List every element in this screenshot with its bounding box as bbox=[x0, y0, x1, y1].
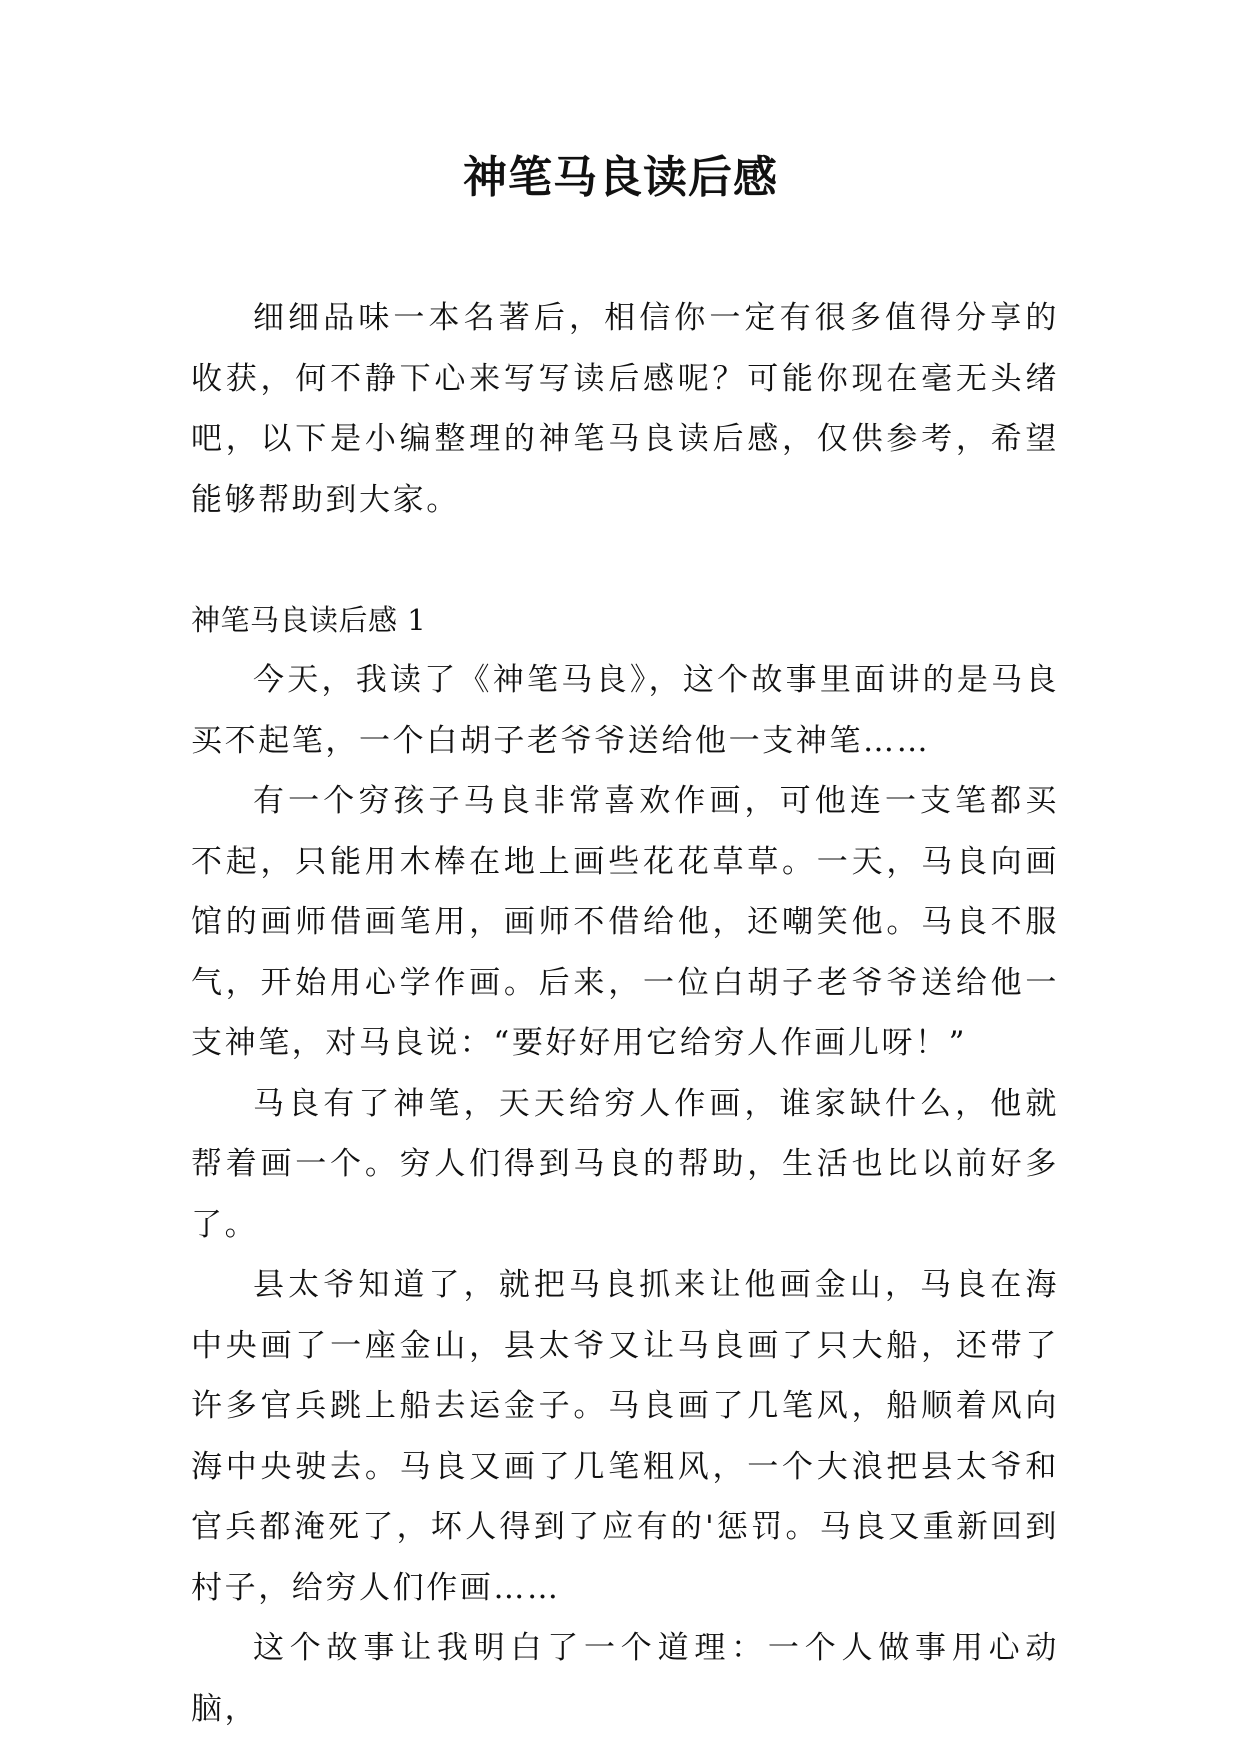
body-paragraph: 有一个穷孩子马良非常喜欢作画，可他连一支笔都买不起，只能用木棒在地上画些花花草草。一天，马良向画馆的画师借画笔用，画师不借给他，还嘲笑他。马良不服气，开始用心学作画。后来，一位白胡子老爷爷送给他一支神笔，对马良说：“要好好用它给穷人作画儿呀！” bbox=[191, 783, 1059, 1061]
body-paragraph: 这个故事让我明白了一个道理：一个人做事用心动脑， bbox=[191, 1630, 1059, 1727]
body-paragraph: 今天，我读了《神笔马良》，这个故事里面讲的是马良买不起笔，一个白胡子老爷爷送给他一支神笔…… bbox=[191, 662, 1059, 759]
document-title: 神笔马良读后感 bbox=[463, 152, 778, 203]
section-heading: 神笔马良读后感 1 bbox=[191, 603, 427, 637]
intro-paragraph: 细细品味一本名著后，相信你一定有很多值得分享的收获，何不静下心来写写读后感呢？可能你现在毫无头绪吧，以下是小编整理的神笔马良读后感，仅供参考，希望能够帮助到大家。 bbox=[191, 300, 1059, 518]
body-paragraph: 马良有了神笔，天天给穷人作画，谁家缺什么，他就帮着画一个。穷人们得到马良的帮助，生活也比以前好多了。 bbox=[191, 1085, 1059, 1243]
document-body bbox=[191, 288, 1059, 1739]
body-paragraph: 县太爷知道了，就把马良抓来让他画金山，马良在海中央画了一座金山，县太爷又让马良画了只大船，还带了许多官兵跳上船去运金子。马良画了几笔风，船顺着风向海中央驶去。马良又画了几笔粗风，一个大浪把县太爷和官兵都淹死了，坏人得到了应有的'惩罚。马良又重新回到村子，给穷人们作画…… bbox=[191, 1267, 1059, 1606]
